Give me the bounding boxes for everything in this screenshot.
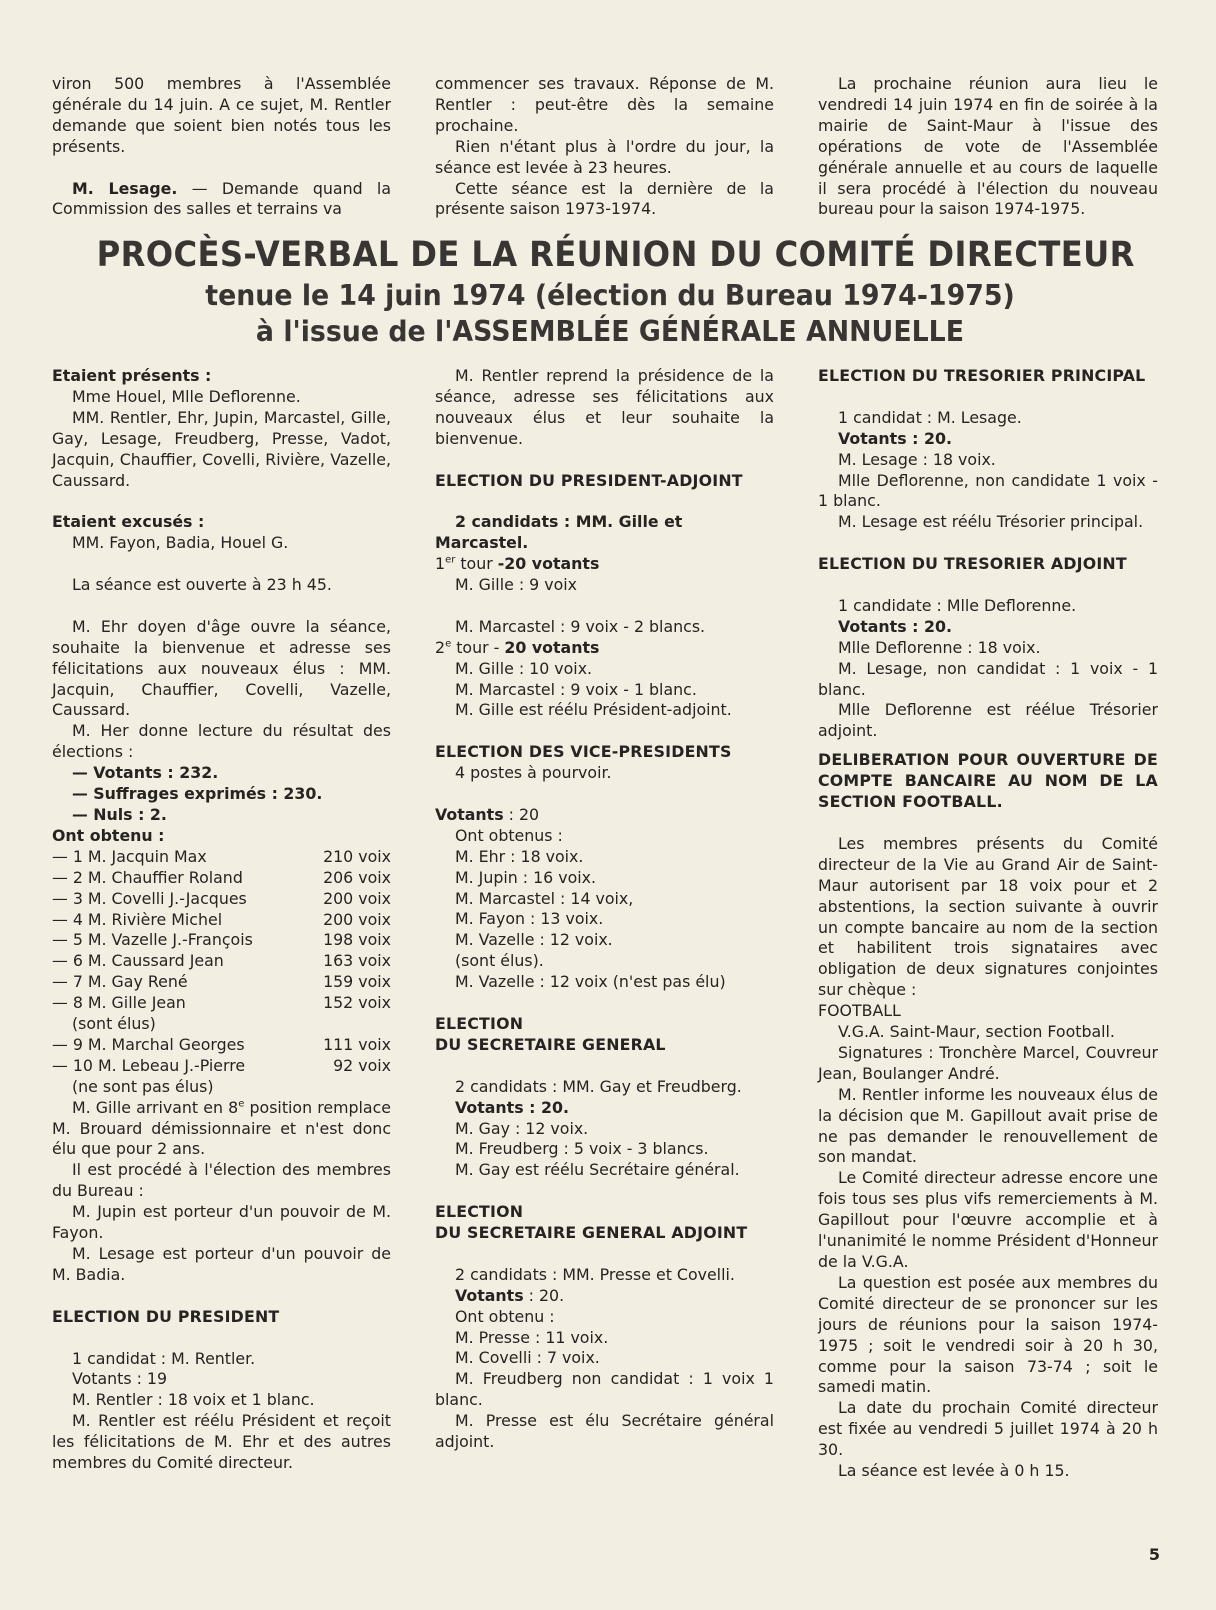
- deliberation-paragraph: Les membres présents du Comité directeur de la Vie au Grand Air de Saint-Maur autorisent par 18 voix pour et 2 abstentions, la section suivante à ouvrir un compte bancaire au nom de la section et habilitent trois signataires avec obligation de deux signatures conjointes sur chèque :: [818, 833, 1158, 1000]
- result-name: — 2 M. Chauffier Roland: [52, 867, 243, 887]
- president-votants: Votants : 19: [72, 1369, 168, 1389]
- tresorier-principal-candidate: 1 candidat : M. Lesage.: [838, 407, 1022, 427]
- speaker-text: — Demande quand la Commission des salles et terrains va: [52, 178, 391, 219]
- vice-presidents-postes: 4 postes à pourvoir.: [455, 763, 612, 783]
- tour-2-number: 2: [435, 637, 446, 657]
- question-paragraph: La question est posée aux membres du Comité directeur de se prononcer sur les jours de réunions pour la saison 1974-1975 ; soit le vendredi soir à 20 h 30, comme pour la saison 73-74 ; soit le samedi matin.: [818, 1272, 1158, 1397]
- gille-paragraph: [52, 1098, 391, 1161]
- tresorier-principal-result-3: M. Lesage est réélu Trésorier principal.: [838, 512, 1144, 532]
- votants-label: Votants: [435, 804, 504, 824]
- gille-sup: e: [238, 1098, 245, 1110]
- result-name: — 5 M. Vazelle J.-François: [52, 930, 253, 950]
- tour-1-sup: er: [445, 554, 456, 566]
- votants-line: — Votants : 232.: [72, 763, 219, 783]
- secretaire-adjoint-heading-2: DU SECRETAIRE GENERAL ADJOINT: [435, 1223, 748, 1243]
- excuse-heading: Etaient excusés :: [52, 512, 205, 532]
- votants-count: : 20.: [906, 616, 952, 636]
- list-item: M. Vazelle : 12 voix (n'est pas élu): [455, 972, 726, 992]
- obtenu-heading: Ont obtenu :: [52, 825, 165, 845]
- vice-presidents-heading: ELECTION DES VICE-PRESIDENTS: [435, 742, 732, 762]
- list-item: M. Jupin : 16 voix.: [455, 867, 597, 887]
- president-election-heading: ELECTION DU PRESIDENT: [52, 1306, 280, 1326]
- list-item: M. Marcastel : 14 voix,: [455, 888, 634, 908]
- article-title: PROCÈS-VERBAL DE LA RÉUNION DU COMITÉ DIRECTEUR: [96, 235, 1135, 275]
- ne-sont-pas-elus-note: (ne sont pas élus): [72, 1076, 214, 1096]
- list-item: M. Vazelle : 12 voix.: [455, 930, 613, 950]
- result-votes: 111 voix: [323, 1034, 391, 1054]
- procede-paragraph: Il est procédé à l'élection des membres du Bureau :: [52, 1160, 391, 1201]
- result-row: [52, 993, 391, 1014]
- her-paragraph: M. Her donne lecture du résultat des élections :: [52, 721, 391, 762]
- secretaire-adjoint-heading-1: ELECTION: [435, 1202, 524, 1222]
- tresorier-adjoint-heading: ELECTION DU TRESORIER ADJOINT: [818, 554, 1127, 574]
- result-votes: 198 voix: [323, 930, 391, 950]
- result-row: [52, 1056, 391, 1077]
- vice-presidents-obtenus: Ont obtenus :: [455, 825, 563, 845]
- top-col2-paragraph-3: Cette séance est la dernière de la présente saison 1973-1974.: [435, 178, 774, 219]
- present-heading: Etaient présents :: [52, 366, 212, 385]
- secretaire-adjoint-result-4: M. Presse est élu Secrétaire général adjoint.: [435, 1411, 774, 1452]
- tour-2-gille: M. Gille : 10 voix.: [455, 658, 593, 678]
- sont-elus-note: (sont élus): [72, 1014, 156, 1034]
- tour-2-label: tour -: [451, 637, 505, 657]
- tresorier-principal-result-2: Mlle Deflorenne, non candidate 1 voix - 1 blanc.: [818, 470, 1158, 511]
- main-column-middle: [435, 366, 774, 1482]
- top-column-3: [818, 74, 1158, 231]
- tour-1-label: tour: [455, 554, 498, 574]
- secretaire-general-result-3: M. Gay est réélu Secrétaire général.: [455, 1160, 740, 1180]
- tresorier-principal-votants: [818, 429, 1158, 450]
- list-item: M. Fayon : 13 voix.: [455, 909, 604, 929]
- tour-1-marcastel: M. Marcastel : 9 voix - 2 blancs.: [455, 616, 706, 636]
- result-name: — 3 M. Covelli J.-Jacques: [52, 888, 247, 908]
- results-list-not-elected: [52, 1035, 391, 1077]
- president-reelected: M. Rentler est réélu Président et reçoit les félicitations de M. Ehr et des autres membres du Comité directeur.: [52, 1411, 391, 1473]
- remerciements-paragraph: Le Comité directeur adresse encore une fois tous ses plus vifs remerciements à M. Gapillout pour l'œuvre accomplie et à l'unanimité le nomme Président d'Honneur de la V.G.A.: [818, 1168, 1158, 1271]
- secretaire-adjoint-obtenu: Ont obtenu :: [455, 1306, 555, 1326]
- tour-2-line: [435, 638, 774, 659]
- tresorier-adjoint-result-1: Mlle Deflorenne : 18 voix.: [838, 637, 1041, 657]
- top-column-1: [52, 74, 391, 231]
- votants-label: Votants: [838, 616, 907, 636]
- results-list-elected: [52, 847, 391, 1014]
- result-row: [52, 930, 391, 951]
- result-row: [52, 910, 391, 931]
- top-col2-paragraph-2: Rien n'étant plus à l'ordre du jour, la séance est levée à 23 heures.: [435, 136, 774, 177]
- president-result: M. Rentler : 18 voix et 1 blanc.: [72, 1390, 315, 1410]
- vga-line: V.G.A. Saint-Maur, section Football.: [838, 1022, 1115, 1042]
- result-name: — 6 M. Caussard Jean: [52, 951, 224, 971]
- secretaire-general-candidates: 2 candidats : MM. Gay et Freudberg.: [455, 1076, 742, 1096]
- tour-2-marcastel: M. Marcastel : 9 voix - 1 blanc.: [455, 679, 697, 699]
- present-line-1: Mme Houel, Mlle Deflorenne.: [72, 386, 301, 406]
- votants-count: : 20.: [523, 1285, 565, 1305]
- result-votes: 210 voix: [323, 846, 391, 866]
- tour-2-sup: e: [445, 638, 452, 650]
- votants-label: Votants: [838, 428, 907, 448]
- tresorier-principal-result-1: M. Lesage : 18 voix.: [838, 449, 996, 469]
- rentler-reprend-paragraph: M. Rentler reprend la présidence de la séance, adresse ses félicitations aux nouveaux élus et leur souhaite la bienvenue.: [435, 366, 774, 448]
- result-votes: 163 voix: [323, 951, 391, 971]
- suffrages-line: — Suffrages exprimés : 230.: [72, 784, 323, 804]
- tour-1-gille: M. Gille : 9 voix: [455, 575, 577, 595]
- seance-levee-line: La séance est levée à 0 h 15.: [838, 1461, 1070, 1481]
- top-col2-paragraph-1: commencer ses travaux. Réponse de M. Rentler : peut-être dès la semaine prochaine.: [435, 74, 774, 135]
- gille-text-a: M. Gille arrivant en 8: [72, 1097, 239, 1117]
- result-name: — 8 M. Gille Jean: [52, 993, 186, 1013]
- tresorier-adjoint-candidate: 1 candidate : Mlle Deflorenne.: [838, 595, 1077, 615]
- gille-text-b: position remplace M. Brouard démissionnaire et n'est donc élu que pour 2 ans.: [52, 1097, 391, 1159]
- secretaire-adjoint-result-1: M. Presse : 11 voix.: [455, 1327, 609, 1347]
- secretaire-general-heading-1: ELECTION: [435, 1014, 524, 1033]
- ehr-paragraph: M. Ehr doyen d'âge ouvre la séance, souhaite la bienvenue et adresse ses félicitations aux nouveaux élus : MM. Jacquin, Chauffier, Covelli, Vazelle, Caussard.: [52, 616, 391, 720]
- president-candidate: 1 candidat : M. Rentler.: [72, 1348, 256, 1368]
- deliberation-heading: DELIBERATION POUR OUVERTURE DE COMPTE BANCAIRE AU NOM DE LA SECTION FOOTBALL.: [818, 750, 1158, 812]
- main-columns: [52, 366, 1168, 1482]
- secretaire-adjoint-votants: [435, 1286, 774, 1307]
- votants-label: Votants: [455, 1097, 524, 1117]
- votants-label: Votants: [455, 1285, 524, 1305]
- votants-count: : 20.: [906, 428, 952, 448]
- result-name: — 7 M. Gay René: [52, 972, 188, 992]
- president-adjoint-heading: ELECTION DU PRESIDENT-ADJOINT: [435, 470, 743, 490]
- tresorier-adjoint-result-2: M. Lesage, non candidat : 1 voix - 1 blanc.: [818, 658, 1158, 699]
- top-col3-paragraph: La prochaine réunion aura lieu le vendredi 14 juin 1974 en fin de soirée à la mairie de Saint-Maur à l'issue des opérations de vote de l'Assemblée générale annuelle et au cours de laquelle il sera procédé à l'élection du nouveau bureau pour la saison 1974-1975.: [818, 74, 1158, 219]
- secretaire-general-result-2: M. Freudberg : 5 voix - 3 blancs.: [455, 1139, 709, 1159]
- top-column-2: [435, 74, 774, 231]
- excuse-line: MM. Fayon, Badia, Houel G.: [72, 533, 289, 553]
- result-votes: 92 voix: [333, 1055, 391, 1075]
- main-column-right: [818, 366, 1158, 1482]
- article-subtitle-2: à l'issue de l'ASSEMBLÉE GÉNÉRALE ANNUELLE: [255, 315, 965, 348]
- list-item: (sont élus).: [455, 951, 544, 971]
- secretaire-adjoint-result-3: M. Freudberg non candidat : 1 voix 1 blanc.: [435, 1369, 774, 1410]
- secretaire-general-result-1: M. Gay : 12 voix.: [455, 1118, 589, 1138]
- result-votes: 159 voix: [323, 972, 391, 992]
- tresorier-adjoint-votants: [818, 617, 1158, 638]
- signataires-paragraph: Signatures : Tronchère Marcel, Couvreur Jean, Boulanger André.: [818, 1042, 1158, 1083]
- list-item: M. Ehr : 18 voix.: [455, 846, 584, 866]
- opening-line: La séance est ouverte à 23 h 45.: [72, 575, 332, 595]
- secretaire-adjoint-result-2: M. Covelli : 7 voix.: [455, 1348, 600, 1368]
- president-adjoint-candidates: 2 candidats : MM. Gille et Marcastel.: [435, 512, 683, 553]
- vice-presidents-list: [435, 847, 774, 993]
- votants-count: : 20: [503, 804, 540, 824]
- votants-count: : 20.: [523, 1097, 569, 1117]
- secretaire-general-heading-2: DU SECRETAIRE GENERAL: [435, 1034, 666, 1054]
- jupin-paragraph: M. Jupin est porteur d'un pouvoir de M. Fayon.: [52, 1202, 391, 1243]
- tour-1-votants: -20 votants: [497, 554, 600, 574]
- top-col1-lesage-paragraph: [52, 179, 391, 221]
- present-line-2: MM. Rentler, Ehr, Jupin, Marcastel, Gille, Gay, Lesage, Freudberg, Presse, Vadot, Jacquin, Chauffier, Covelli, Rivière, Vazelle, Caussard.: [52, 407, 391, 490]
- result-row: [52, 889, 391, 910]
- tour-2-votants: 20 votants: [504, 637, 600, 657]
- result-row: [52, 847, 391, 868]
- result-name: — 4 M. Rivière Michel: [52, 909, 223, 929]
- result-votes: 200 voix: [323, 909, 391, 929]
- top-columns: [52, 74, 1168, 231]
- tresorier-adjoint-result-3: Mlle Deflorenne est réélue Trésorier adjoint.: [818, 700, 1158, 741]
- speaker-name: M. Lesage.: [72, 178, 178, 198]
- tour-2-result: M. Gille est réélu Président-adjoint.: [455, 700, 732, 720]
- result-votes: 200 voix: [323, 888, 391, 908]
- football-line: FOOTBALL: [818, 1001, 901, 1021]
- secretaire-adjoint-candidates: 2 candidats : MM. Presse et Covelli.: [455, 1264, 735, 1284]
- top-col1-paragraph: viron 500 membres à l'Assemblée générale du 14 juin. A ce sujet, M. Rentler demande que soient bien notés tous les présents.: [52, 74, 391, 156]
- prochain-comite-paragraph: La date du prochain Comité directeur est fixée au vendredi 5 juillet 1974 à 20 h 30.: [818, 1398, 1158, 1460]
- page-number: 5: [1148, 1545, 1160, 1564]
- informe-paragraph: M. Rentler informe les nouveaux élus de la décision que M. Gapillout avait prise de ne pas demander le renouvellement de son mandat.: [818, 1084, 1158, 1167]
- result-name: — 1 M. Jacquin Max: [52, 846, 207, 866]
- result-row: [52, 951, 391, 972]
- secretaire-general-votants: [435, 1098, 774, 1119]
- article-title-block: [52, 232, 1168, 350]
- tresorier-principal-heading: ELECTION DU TRESORIER PRINCIPAL: [818, 366, 1146, 385]
- result-name: — 10 M. Lebeau J.-Pierre: [52, 1055, 246, 1075]
- main-column-left: [52, 366, 391, 1482]
- article-subtitle-1: tenue le 14 juin 1974 (élection du Bureau 1974-1975): [205, 279, 1015, 312]
- vice-presidents-votants: [435, 805, 774, 826]
- tour-1-number: 1: [435, 554, 446, 574]
- result-row: [52, 868, 391, 889]
- result-row: [52, 1035, 391, 1056]
- lesage-paragraph: M. Lesage est porteur d'un pouvoir de M. Badia.: [52, 1244, 391, 1284]
- result-votes: 206 voix: [323, 867, 391, 887]
- result-votes: 152 voix: [323, 993, 391, 1013]
- result-name: — 9 M. Marchal Georges: [52, 1034, 245, 1054]
- tour-1-line: [435, 554, 774, 575]
- result-row: [52, 972, 391, 993]
- nuls-line: — Nuls : 2.: [72, 804, 167, 824]
